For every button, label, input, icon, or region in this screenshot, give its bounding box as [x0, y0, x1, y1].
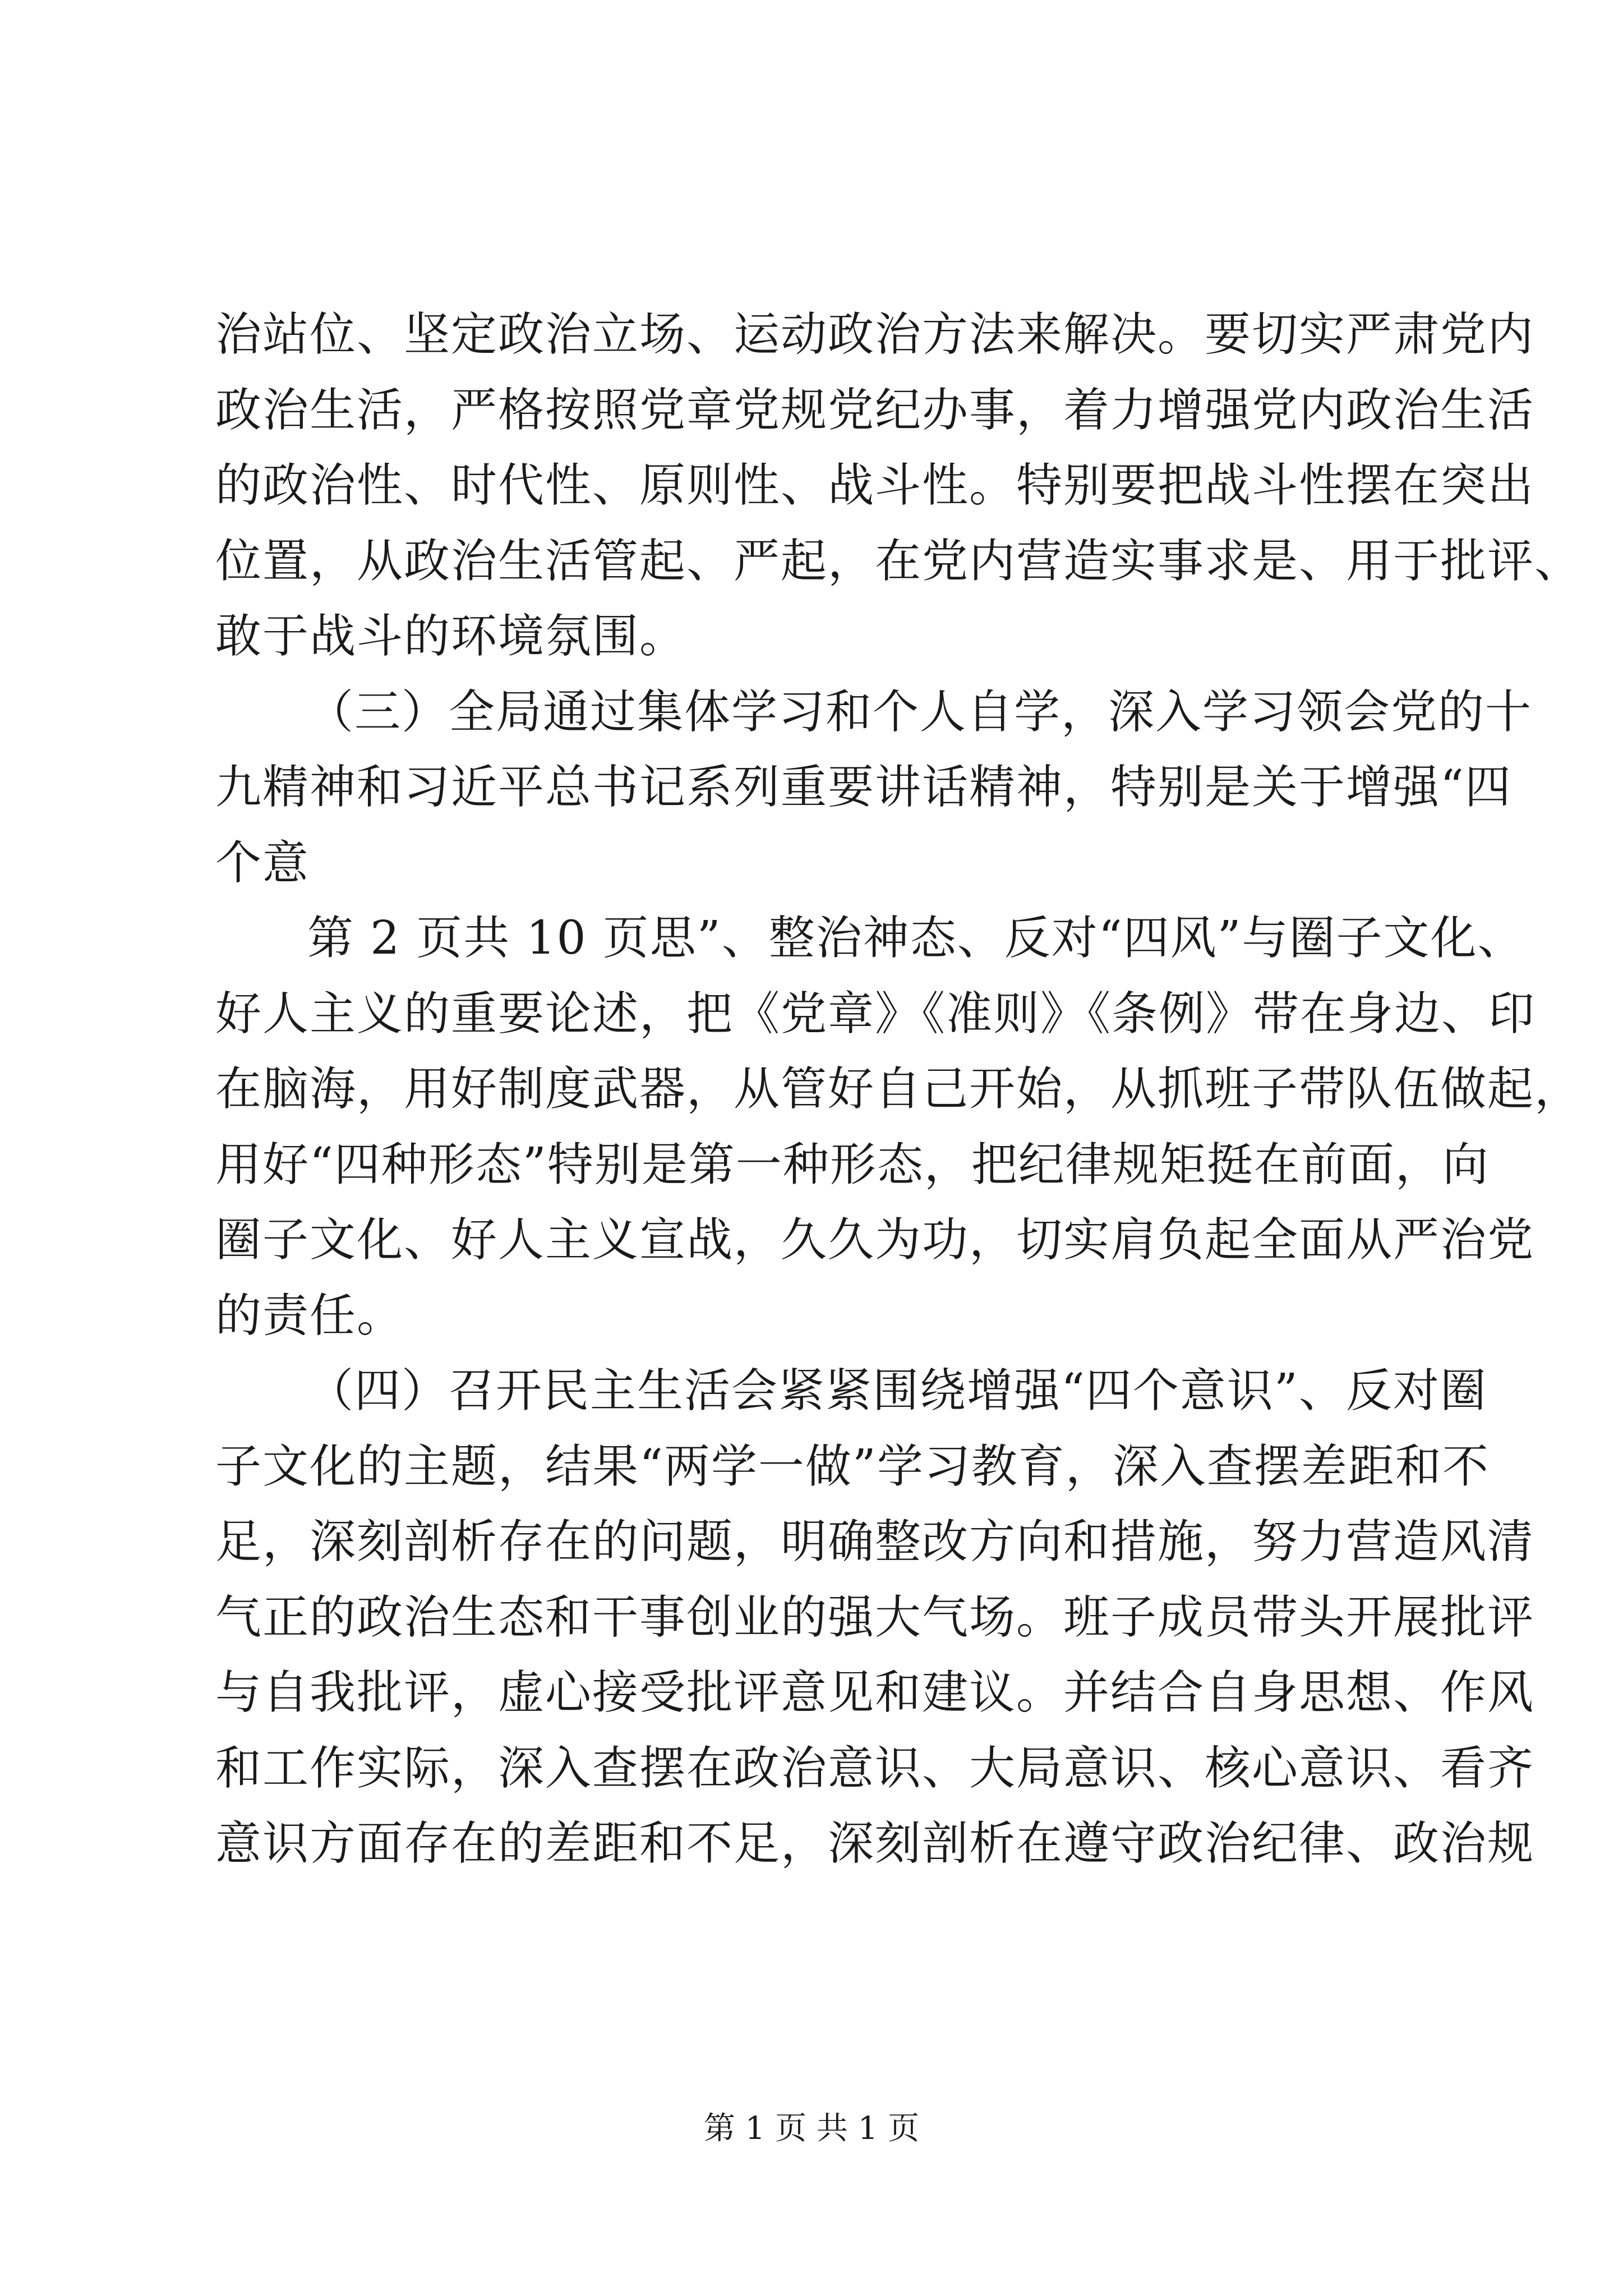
body-line: 用好“四种形态”特别是第一种形态，把纪律规矩挺在前面，向: [215, 1138, 1490, 1191]
body-line: 政治生活，严格按照党章党规党纪办事，着力增强党内政治生活: [215, 383, 1535, 437]
body-line: 子文化的主题，结果“两学一做”学习教育，深入查摆差距和不: [215, 1439, 1490, 1493]
body-line: 的政治性、时代性、原则性、战斗性。特别要把战斗性摆在突出: [215, 459, 1535, 512]
paragraph-start-line: （三）全局通过集体学习和个人自学，深入学习领会党的十: [307, 685, 1533, 739]
body-line: 位置，从政治生活管起、严起，在党内营造实事求是、用于批评、: [215, 534, 1582, 588]
body-line: 九精神和习近平总书记系列重要讲话精神，特别是关于增强“四: [215, 761, 1512, 814]
paragraph-start-line: 第 2 页共 10 页思”、整治神态、反对“四风”与圈子文化、: [307, 912, 1525, 965]
page-footer: [0, 2109, 1623, 2148]
body-line: 气正的政治生态和干事创业的强大气场。班子成员带头开展批评: [215, 1590, 1535, 1644]
document-body: [215, 297, 1582, 1882]
body-line: 圈子文化、好人主义宣战，久久为功，切实肩负起全面从严治党: [215, 1213, 1535, 1267]
page-number-label: 第 1 页 共 1 页: [703, 2110, 920, 2147]
body-line: 在脑海，用好制度武器，从管好自己开始，从抓班子带队伍做起，: [215, 1062, 1582, 1116]
body-line: 好人主义的重要论述，把《党章》《准则》《条例》带在身边、印: [215, 987, 1536, 1041]
body-line: 与自我批评，虚心接受批评意见和建议。并结合自身思想、作风: [215, 1666, 1535, 1719]
body-line: 的责任。: [215, 1289, 404, 1342]
paragraph-start-line: （四）召开民主生活会紧紧围绕增强“四个意识”、反对圈: [307, 1364, 1487, 1418]
body-line: 足，深刻剖析存在的问题，明确整改方向和措施，努力营造风清: [215, 1515, 1535, 1568]
body-line: 敢于战斗的环境氛围。: [215, 610, 687, 663]
body-line: 和工作实际，深入查摆在政治意识、大局意识、核心意识、看齐: [215, 1741, 1535, 1795]
body-line: 个意: [215, 836, 310, 890]
body-line: 意识方面存在的差距和不足，深刻剖析在遵守政治纪律、政治规: [215, 1817, 1535, 1870]
body-line: 治站位、坚定政治立场、运动政治方法来解决。要切实严肃党内: [215, 308, 1535, 361]
